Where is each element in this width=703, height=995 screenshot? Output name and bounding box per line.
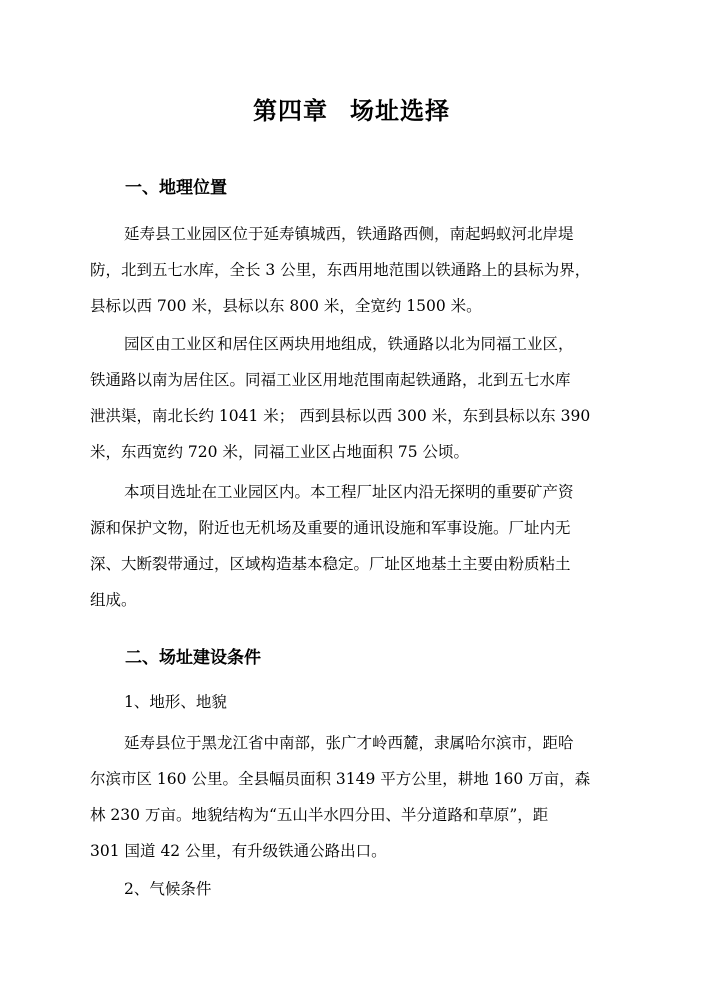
paragraph-line: 组成。 [90, 591, 137, 609]
paragraph-line: 米，东西宽约 720 米，同福工业区占地面积 75 公顷。 [90, 443, 470, 461]
paragraph-line: 尔滨市区 160 公里。全县幅员面积 3149 平方公里，耕地 160 万亩，森 [90, 770, 591, 788]
paragraph-line: 铁通路以南为居住区。同福工业区用地范围南起铁通路，北到五七水库 [90, 371, 571, 389]
paragraph-line: 301 国道 42 公里，有升级铁通公路出口。 [90, 842, 387, 860]
paragraph-location-3 [90, 474, 615, 618]
paragraph-line: 延寿县工业园区位于延寿镇城西，铁通路西侧，南起蚂蚁河北岸堤 [124, 225, 574, 243]
paragraph-line: 延寿县位于黑龙江省中南部，张广才岭西麓，隶属哈尔滨市，距哈 [124, 734, 574, 752]
chapter-title-text: 场址选择 [350, 97, 450, 125]
chapter-title [0, 94, 703, 128]
paragraph-line: 县标以西 700 米，县标以东 800 米，全宽约 1500 米。 [90, 297, 482, 315]
paragraph-line: 园区由工业区和居住区两块用地组成，铁通路以北为同福工业区， [124, 335, 574, 353]
paragraph-location-2 [90, 326, 615, 470]
paragraph-terrain [90, 725, 615, 869]
paragraph-line: 源和保护文物，附近也无机场及重要的通讯设施和军事设施。厂址内无 [90, 519, 571, 537]
paragraph-location-1 [90, 216, 615, 324]
section-heading-location: 一、地理位置 [125, 178, 227, 198]
paragraph-line: 防，北到五七水库，全长 3 公里，东西用地范围以铁通路上的县标为界， [90, 261, 591, 279]
subsection-heading-climate: 2、气候条件 [124, 880, 212, 898]
paragraph-line: 本项目选址在工业园区内。本工程厂址区内沿无探明的重要矿产资 [124, 483, 574, 501]
paragraph-line: 泄洪渠，南北长约 1041 米； 西到县标以西 300 米，东到县标以东 390 [90, 407, 591, 425]
subsection-heading-terrain: 1、地形、地貌 [124, 693, 227, 711]
chapter-number: 第四章 [253, 97, 328, 125]
section-heading-conditions: 二、场址建设条件 [125, 648, 261, 668]
paragraph-line: 林 230 万亩。地貌结构为“五山半水四分田、半分道路和草原”，距 [90, 806, 549, 824]
paragraph-line: 深、大断裂带通过，区域构造基本稳定。厂址区地基土主要由粉质粘土 [90, 555, 571, 573]
